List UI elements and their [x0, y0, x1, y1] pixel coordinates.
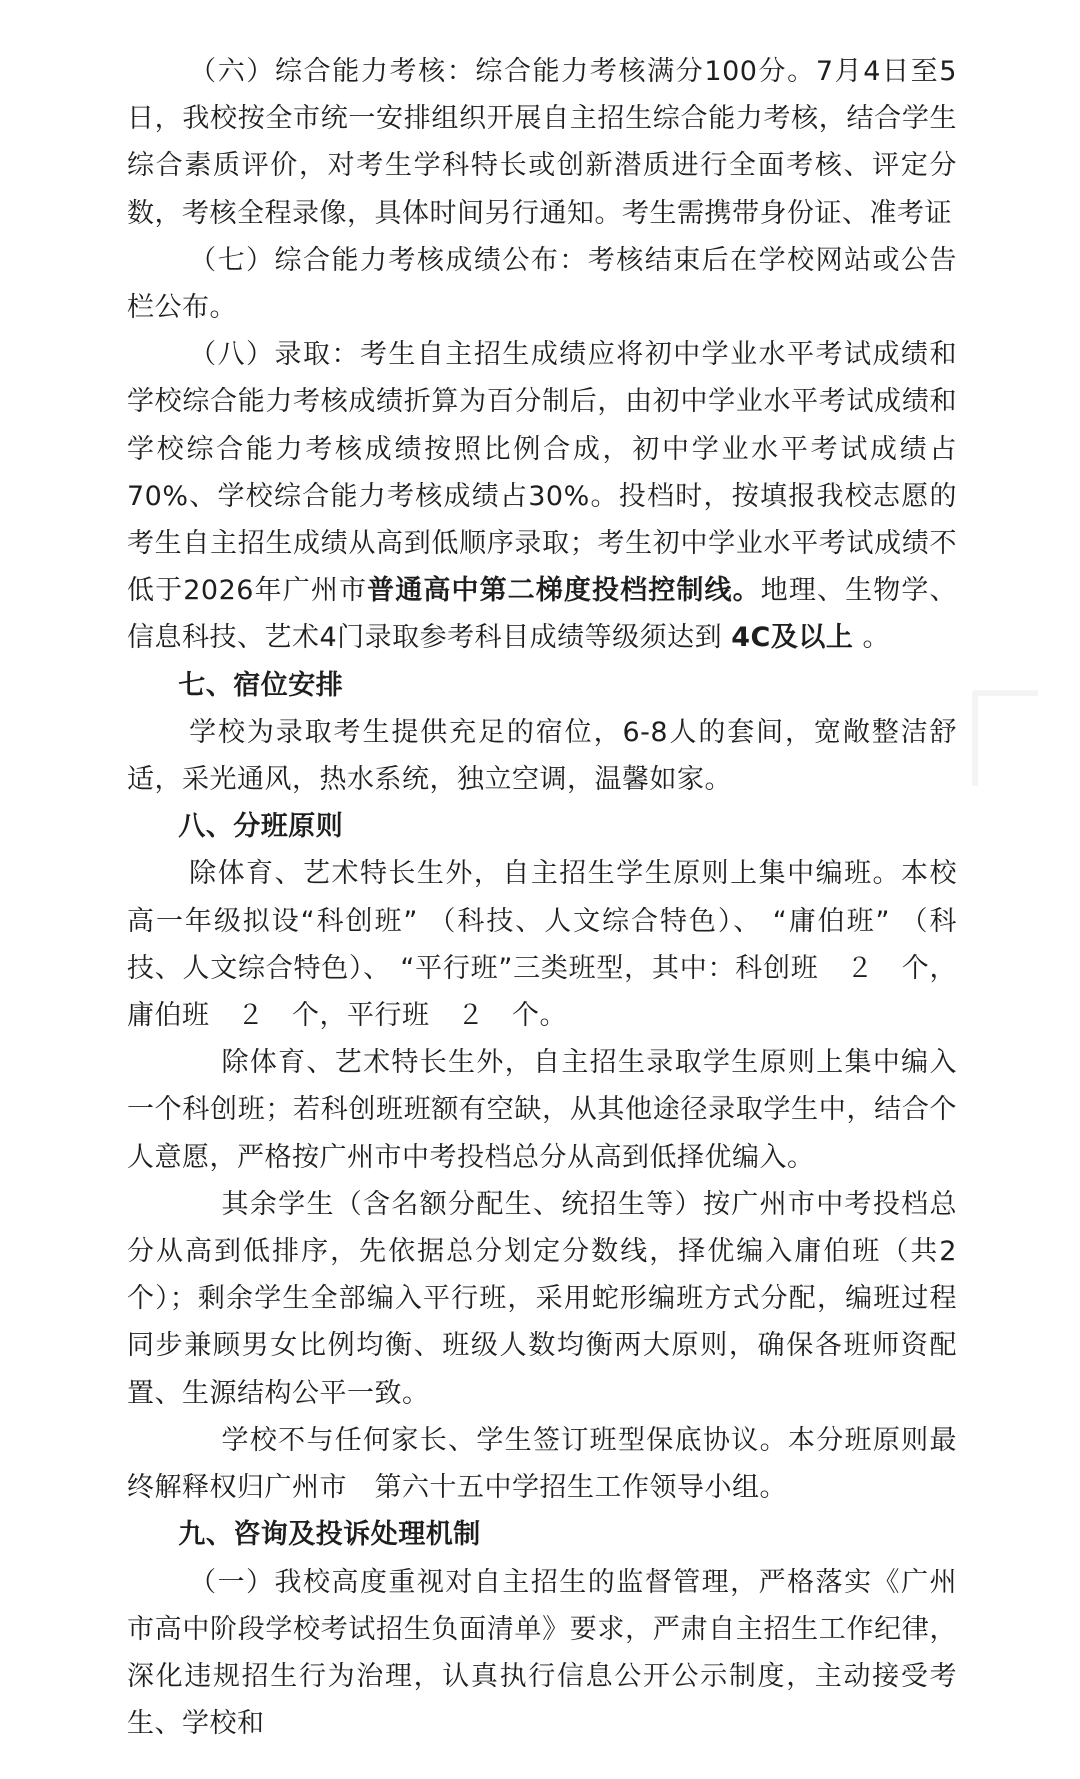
heading-dormitory: 七、宿位安排	[178, 669, 344, 701]
document-body	[127, 48, 957, 1747]
para-admission	[127, 331, 957, 661]
para-score-announcement: （七）综合能力考核成绩公布：考核结束后在学校网站或公告栏公布。	[127, 244, 957, 324]
para-dormitory: 学校为录取考生提供充足的宿位，6-8人的套间，宽敞整洁舒适，采光通风，热水系统，独立空调，温馨如家。	[127, 716, 957, 796]
admission-text-2: 地理、生物学、信息科技、艺术4门录取参考科目成绩等级须达到	[127, 575, 958, 654]
faint-watermark-corner	[972, 690, 1038, 786]
admission-text-3: 。	[853, 622, 890, 654]
para-class-division-2: 除体育、艺术特长生外，自主招生录取学生原则上集中编入一个科创班；若科创班班额有空缺，从其他途径录取学生中，结合个人意愿，严格按广州市中考投档总分从高到低择优编入。	[127, 1047, 957, 1173]
heading-class-division: 八、分班原则	[178, 811, 344, 843]
admission-bold-grade: 4C及以上	[731, 622, 854, 654]
para-class-division-1: 除体育、艺术特长生外，自主招生学生原则上集中编班。本校高一年级拟设“科创班” （科技、人文综合特色）、 “庸伯班” （科技、人文综合特色）、 “平行班”三类班型，其中：科创班 ２ 个，庸伯班 ２ 个，平行班 ２ 个。	[127, 858, 957, 1032]
para-assessment: （六）综合能力考核：综合能力考核满分100分。7月4日至5日，我校按全市统一安排组织开展自主招生综合能力考核，结合学生综合素质评价，对考生学科特长或创新潜质进行全面考核、评定分数，考核全程录像，具体时间另行通知。考生需携带身份证、准考证	[127, 56, 957, 229]
para-consultation-1: （一）我校高度重视对自主招生的监督管理，严格落实《广州市高中阶段学校考试招生负面清单》要求，严肃自主招生工作纪律，深化违规招生行为治理，认真执行信息公开公示制度，主动接受考生、学校和	[127, 1566, 957, 1740]
heading-consultation: 九、咨询及投诉处理机制	[178, 1519, 481, 1551]
para-class-division-4: 学校不与任何家长、学生签订班型保底协议。本分班原则最终解释权归广州市 第六十五中学招生工作领导小组。	[127, 1424, 957, 1504]
admission-bold-control-line: 普通高中第二梯度投档控制线。	[367, 575, 761, 607]
para-class-division-3: 其余学生（含名额分配生、统招生等）按广州市中考投档总分从高到低排序，先依据总分划定分数线，择优编入庸伯班（共2个）；剩余学生全部编入平行班，采用蛇形编班方式分配，编班过程同步兼顾男女比例均衡、班级人数均衡两大原则，确保各班师资配置、生源结构公平一致。	[127, 1188, 957, 1409]
admission-text-1: （八）录取：考生自主招生成绩应将初中学业水平考试成绩和学校综合能力考核成绩折算为百分制后，由初中学业水平考试成绩和学校综合能力考核成绩按照比例合成，初中学业水平考试成绩占70%、学校综合能力考核成绩占30%。投档时，按填报我校志愿的考生自主招生成绩从高到低顺序录取；考生初中学业水平考试成绩不低于2026年广州市	[127, 339, 957, 607]
